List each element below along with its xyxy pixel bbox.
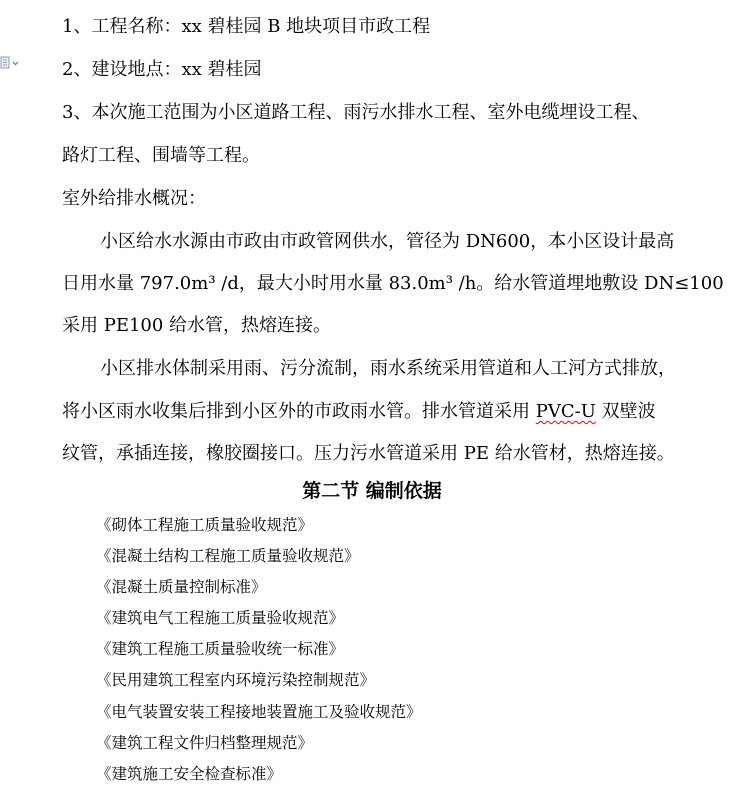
reference-item: 《电气装置安装工程接地装置施工及验收规范》 xyxy=(96,703,422,721)
water-overview-title: 室外给排水概况： xyxy=(62,188,206,209)
drainage-line-2 xyxy=(62,399,656,425)
project-location: 2、建设地点：xx 碧桂园 xyxy=(62,59,262,80)
section-heading: 第二节 编制依据 xyxy=(302,480,442,502)
reference-item: 《建筑电气工程施工质量验收规范》 xyxy=(96,609,345,627)
reference-item: 《砌体工程施工质量验收规范》 xyxy=(96,516,314,534)
drainage-line-1: 小区排水体制采用雨、污分流制，雨水系统采用管道和人工河方式排放， xyxy=(100,358,676,379)
water-supply-line-3: 采用 PE100 给水管，热熔连接。 xyxy=(62,315,332,336)
drainage-line-2-start: 将小区雨水收集后排到小区外的市政雨水管。排水管道采用 xyxy=(62,401,536,422)
water-supply-line-1: 小区给水水源由市政由市政管网供水，管径为 DN600，本小区设计最高 xyxy=(100,231,675,252)
drainage-line-3: 纹管，承插连接，橡胶圈接口。压力污水管道采用 PE 给水管材，热熔连接。 xyxy=(62,443,675,464)
construction-scope-line-2: 路灯工程、围墙等工程。 xyxy=(62,145,260,166)
reference-item: 《建筑工程文件归档整理规范》 xyxy=(96,734,314,752)
drainage-line-2-end: 双壁波 xyxy=(595,401,656,422)
document-paste-icon[interactable] xyxy=(0,56,20,70)
construction-scope-line-1: 3、本次施工范围为小区道路工程、雨污水排水工程、室外电缆埋设工程、 xyxy=(62,102,650,123)
water-supply-line-2: 日用水量 797.0m³ /d，最大小时用水量 83.0m³ /h。给水管道埋地敷设 DN≤100 xyxy=(62,273,724,294)
reference-item: 《混凝土质量控制标准》 xyxy=(96,578,267,596)
reference-item: 《混凝土结构工程施工质量验收规范》 xyxy=(96,547,360,565)
project-name: 1、工程名称：xx 碧桂园 B 地块项目市政工程 xyxy=(62,16,431,37)
reference-item: 《建筑工程施工质量验收统一标准》 xyxy=(96,640,345,658)
reference-item: 《建筑施工安全检查标准》 xyxy=(96,765,283,783)
reference-item: 《民用建筑工程室内环境污染控制规范》 xyxy=(96,671,376,689)
spellcheck-marked-term[interactable]: PVC-U xyxy=(535,401,596,422)
